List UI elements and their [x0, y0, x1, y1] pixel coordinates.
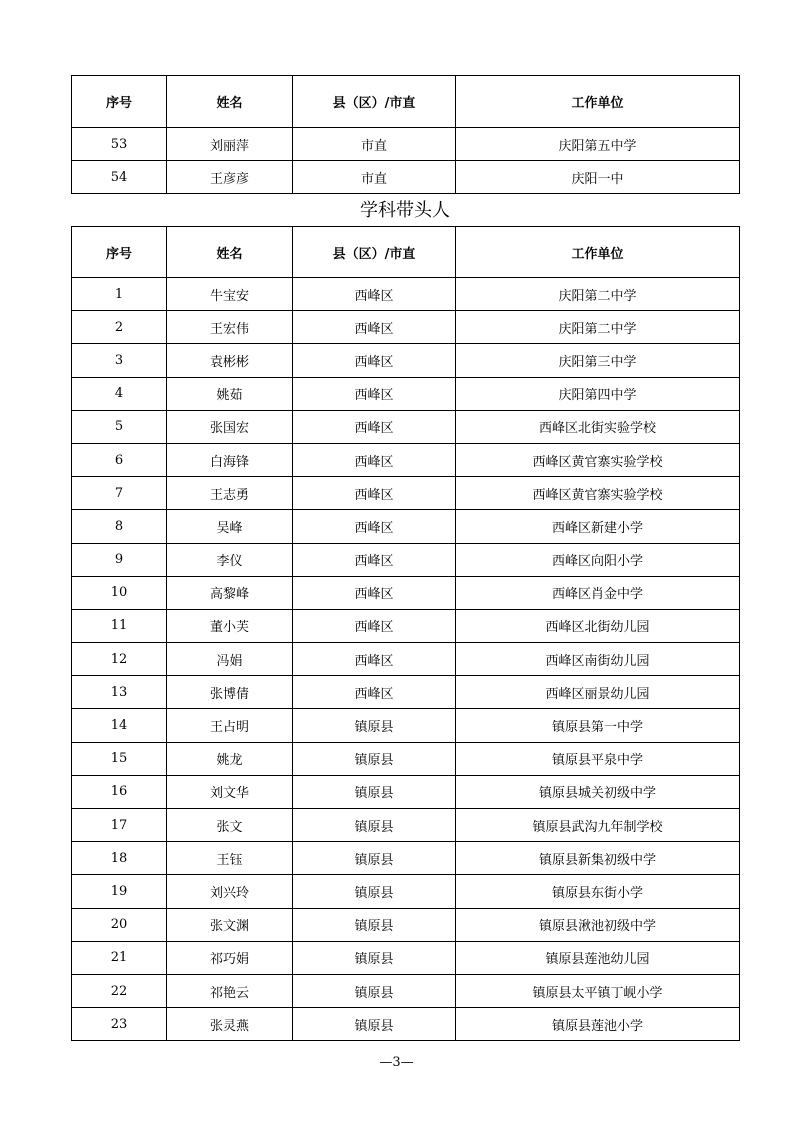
cell-name: 冯娟 [167, 643, 293, 676]
cell-name: 高黎峰 [167, 576, 293, 609]
cell-county: 西峰区 [293, 477, 456, 510]
continued-table [71, 75, 740, 194]
cell-name: 张文 [167, 809, 293, 842]
table-row [72, 128, 740, 161]
table-row [72, 410, 740, 443]
cell-unit: 西峰区新建小学 [456, 510, 740, 543]
cell-unit: 镇原县新集初级中学 [456, 842, 740, 875]
table-row [72, 643, 740, 676]
cell-county: 镇原县 [293, 941, 456, 974]
table-row [72, 576, 740, 609]
cell-unit: 镇原县城关初级中学 [456, 775, 740, 808]
cell-name: 祁艳云 [167, 974, 293, 1007]
cell-county: 镇原县 [293, 775, 456, 808]
cell-name: 姚龙 [167, 742, 293, 775]
cell-county: 西峰区 [293, 643, 456, 676]
table-row [72, 609, 740, 642]
cell-seq: 20 [72, 908, 167, 941]
cell-county: 西峰区 [293, 609, 456, 642]
cell-name: 白海锋 [167, 443, 293, 476]
cell-unit: 庆阳第五中学 [456, 128, 740, 161]
cell-name: 王宏伟 [167, 311, 293, 344]
table-row [72, 775, 740, 808]
header-unit: 工作单位 [456, 227, 740, 278]
cell-county: 镇原县 [293, 709, 456, 742]
cell-seq: 1 [72, 278, 167, 311]
table-row [72, 510, 740, 543]
cell-unit: 西峰区黄官寨实验学校 [456, 443, 740, 476]
cell-county: 西峰区 [293, 443, 456, 476]
cell-name: 张国宏 [167, 410, 293, 443]
cell-name: 刘兴玲 [167, 875, 293, 908]
table-row [72, 875, 740, 908]
cell-unit: 镇原县武沟九年制学校 [456, 809, 740, 842]
table-row [72, 1008, 740, 1041]
cell-county: 西峰区 [293, 410, 456, 443]
cell-seq: 10 [72, 576, 167, 609]
cell-unit: 镇原县莲池小学 [456, 1008, 740, 1041]
cell-unit: 西峰区北街幼儿园 [456, 609, 740, 642]
cell-unit: 镇原县东街小学 [456, 875, 740, 908]
cell-seq: 23 [72, 1008, 167, 1041]
table-row [72, 344, 740, 377]
cell-county: 镇原县 [293, 742, 456, 775]
cell-name: 张灵燕 [167, 1008, 293, 1041]
cell-seq: 8 [72, 510, 167, 543]
cell-seq: 7 [72, 477, 167, 510]
cell-unit: 庆阳第二中学 [456, 311, 740, 344]
cell-seq: 3 [72, 344, 167, 377]
cell-seq: 5 [72, 410, 167, 443]
cell-unit: 庆阳第四中学 [456, 377, 740, 410]
cell-name: 董小芙 [167, 609, 293, 642]
cell-name: 王占明 [167, 709, 293, 742]
cell-seq: 9 [72, 543, 167, 576]
cell-county: 镇原县 [293, 974, 456, 1007]
cell-unit: 庆阳第二中学 [456, 278, 740, 311]
header-unit: 工作单位 [456, 76, 740, 128]
table-row [72, 311, 740, 344]
cell-unit: 镇原县莲池幼儿园 [456, 941, 740, 974]
header-county: 县（区）/市直 [293, 76, 456, 128]
cell-unit: 西峰区肖金中学 [456, 576, 740, 609]
cell-county: 镇原县 [293, 908, 456, 941]
table-row [72, 941, 740, 974]
header-name: 姓名 [167, 227, 293, 278]
cell-name: 王彦彦 [167, 161, 293, 194]
cell-unit: 镇原县湫池初级中学 [456, 908, 740, 941]
cell-county: 西峰区 [293, 676, 456, 709]
section-title: 学科带头人 [360, 200, 450, 221]
cell-county: 镇原县 [293, 809, 456, 842]
cell-seq: 18 [72, 842, 167, 875]
cell-county: 西峰区 [293, 543, 456, 576]
cell-seq: 21 [72, 941, 167, 974]
cell-seq: 4 [72, 377, 167, 410]
cell-county: 市直 [293, 161, 456, 194]
cell-county: 西峰区 [293, 510, 456, 543]
table-row [72, 161, 740, 194]
cell-name: 祁巧娟 [167, 941, 293, 974]
cell-unit: 镇原县第一中学 [456, 709, 740, 742]
table-row [72, 676, 740, 709]
cell-name: 王钰 [167, 842, 293, 875]
cell-name: 张文渊 [167, 908, 293, 941]
cell-name: 袁彬彬 [167, 344, 293, 377]
cell-county: 市直 [293, 128, 456, 161]
cell-seq: 11 [72, 609, 167, 642]
header-seq: 序号 [72, 227, 167, 278]
cell-county: 西峰区 [293, 278, 456, 311]
table-row [72, 477, 740, 510]
cell-unit: 庆阳第三中学 [456, 344, 740, 377]
cell-name: 王志勇 [167, 477, 293, 510]
header-seq: 序号 [72, 76, 167, 128]
cell-county: 西峰区 [293, 344, 456, 377]
cell-name: 姚茹 [167, 377, 293, 410]
cell-seq: 22 [72, 974, 167, 1007]
table-header-row [72, 227, 740, 278]
cell-name: 李仪 [167, 543, 293, 576]
cell-seq: 19 [72, 875, 167, 908]
table-row [72, 709, 740, 742]
cell-unit: 镇原县平泉中学 [456, 742, 740, 775]
cell-name: 刘丽萍 [167, 128, 293, 161]
cell-seq: 54 [72, 161, 167, 194]
table-header-row [72, 76, 740, 128]
page-number: —3— [379, 1055, 414, 1070]
cell-seq: 16 [72, 775, 167, 808]
table-row [72, 908, 740, 941]
cell-seq: 2 [72, 311, 167, 344]
cell-county: 西峰区 [293, 311, 456, 344]
cell-seq: 53 [72, 128, 167, 161]
cell-county: 镇原县 [293, 875, 456, 908]
cell-unit: 西峰区北街实验学校 [456, 410, 740, 443]
cell-name: 刘文华 [167, 775, 293, 808]
cell-county: 西峰区 [293, 576, 456, 609]
header-county: 县（区）/市直 [293, 227, 456, 278]
cell-seq: 15 [72, 742, 167, 775]
cell-seq: 14 [72, 709, 167, 742]
leaders-table [71, 226, 740, 1041]
cell-name: 牛宝安 [167, 278, 293, 311]
cell-unit: 西峰区向阳小学 [456, 543, 740, 576]
table-row [72, 543, 740, 576]
table-row [72, 809, 740, 842]
cell-county: 镇原县 [293, 1008, 456, 1041]
table-row [72, 842, 740, 875]
cell-unit: 镇原县太平镇丁岘小学 [456, 974, 740, 1007]
cell-unit: 西峰区南街幼儿园 [456, 643, 740, 676]
table-row [72, 742, 740, 775]
cell-county: 西峰区 [293, 377, 456, 410]
cell-name: 吴峰 [167, 510, 293, 543]
cell-unit: 西峰区黄官寨实验学校 [456, 477, 740, 510]
cell-seq: 17 [72, 809, 167, 842]
header-name: 姓名 [167, 76, 293, 128]
cell-county: 镇原县 [293, 842, 456, 875]
table-row [72, 377, 740, 410]
cell-name: 张博倩 [167, 676, 293, 709]
cell-seq: 12 [72, 643, 167, 676]
table-row [72, 443, 740, 476]
cell-seq: 13 [72, 676, 167, 709]
table-row [72, 278, 740, 311]
cell-unit: 西峰区丽景幼儿园 [456, 676, 740, 709]
cell-unit: 庆阳一中 [456, 161, 740, 194]
cell-seq: 6 [72, 443, 167, 476]
table-row [72, 974, 740, 1007]
